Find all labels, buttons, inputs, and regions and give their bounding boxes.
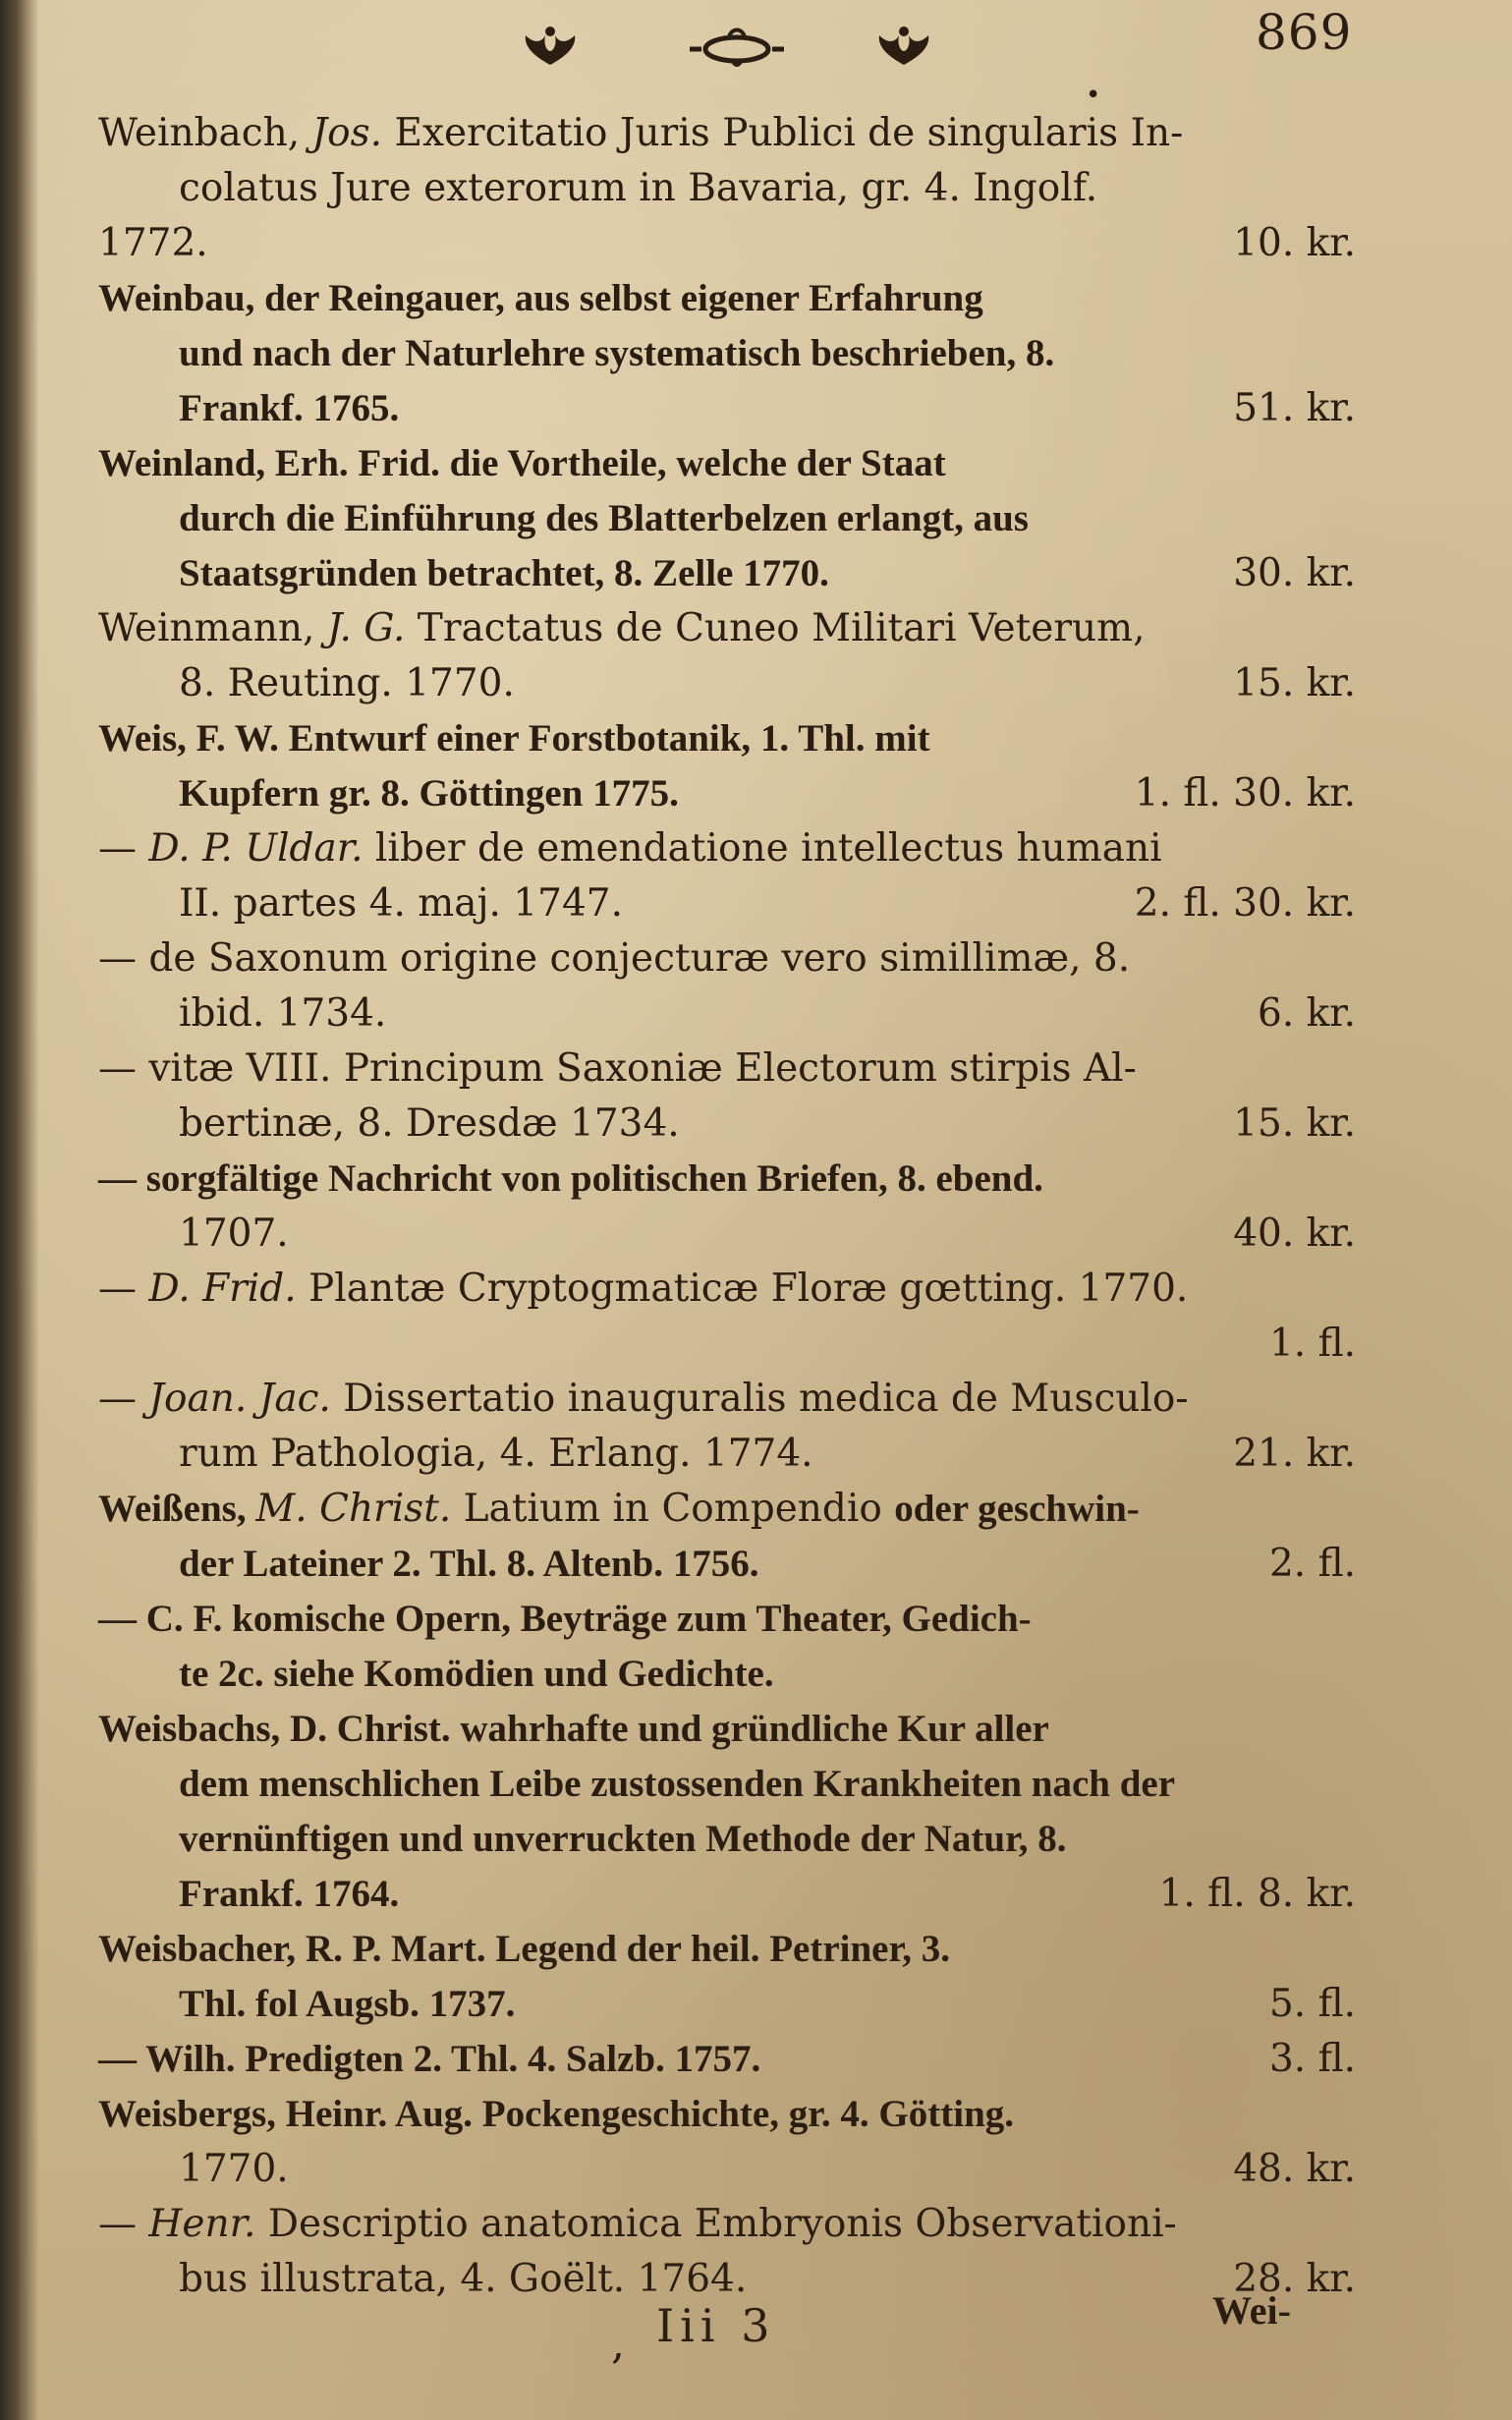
entry-line — [98, 161, 1356, 216]
bibliography-entry — [98, 821, 1356, 931]
ink-mark: • — [1086, 81, 1101, 110]
entry-text: Weinbach, — [98, 111, 312, 155]
entry-line — [98, 2087, 1356, 2142]
entry-text: — sorgfältige Nachricht von politischen Briefen, 8. ebend. — [98, 1157, 1043, 1200]
entry-line — [98, 1977, 1356, 2032]
bibliography-entry — [98, 711, 1356, 821]
entry-text: Weinbau, der Reingauer, aus selbst eigener Erfahrung — [98, 277, 983, 319]
entry-text: Weinmann, — [98, 606, 327, 650]
entry-line — [98, 216, 1356, 271]
entry-text: bertinæ, 8. Dresdæ 1734. — [179, 1101, 680, 1146]
entry-text: rum Pathologia, 4. Erlang. 1774. — [179, 1432, 813, 1476]
price-label: 3. fl. — [1268, 2037, 1356, 2081]
bibliography-entries — [98, 106, 1356, 2307]
entry-text: der Lateiner 2. Thl. 8. Altenb. 1756. — [179, 1543, 759, 1585]
author-name: Joan. Jac. — [148, 1377, 331, 1421]
entry-line — [98, 1812, 1356, 1867]
entry-line — [98, 601, 1356, 656]
entry-text: Plantæ Cryptogmaticæ Floræ gœtting. 1770. — [296, 1266, 1189, 1311]
price-label: 40. kr. — [1233, 1211, 1356, 1256]
entry-line — [98, 766, 1356, 821]
bibliography-entry — [98, 2032, 1356, 2087]
entry-text: colatus Jure exterorum in Bavaria, gr. 4. Ingolf. — [179, 166, 1098, 210]
entry-text: Weißens, — [98, 1488, 256, 1530]
entry-text: — vitæ VIII. Principum Saxoniæ Electorum stirpis Al- — [98, 1046, 1137, 1091]
entry-line — [98, 1427, 1356, 1482]
entry-line — [98, 986, 1356, 1041]
entry-text: Dissertatio inauguralis medica de Musculo- — [330, 1377, 1189, 1421]
entry-text: Exercitatio Juris Publici de singularis In- — [382, 111, 1184, 155]
entry-line — [98, 2197, 1356, 2252]
bibliography-entry — [98, 2197, 1356, 2307]
bibliography-entry — [98, 1152, 1356, 1262]
entry-line — [98, 1317, 1356, 1372]
author-name: Henr. — [148, 2202, 256, 2246]
entry-line — [98, 2032, 1356, 2087]
author-name: J. G. — [326, 606, 406, 650]
entry-line — [98, 1262, 1356, 1317]
entry-line — [98, 1537, 1356, 1592]
entry-text: ibid. 1734. — [179, 991, 387, 1036]
price-label: 6. kr. — [1258, 991, 1356, 1036]
entry-text: — Wilh. Predigten 2. Thl. 4. Salzb. 1757. — [98, 2038, 761, 2080]
price-label: 21. kr. — [1233, 1432, 1356, 1476]
entry-line — [98, 1867, 1356, 1922]
entry-line — [98, 2142, 1356, 2197]
entry-text: Frankf. 1765. — [179, 387, 400, 429]
price-label: 15. kr. — [1233, 1101, 1356, 1146]
bibliography-entry — [98, 436, 1356, 601]
entry-text: Weisbachs, D. Christ. wahrhafte und gründliche Kur aller — [98, 1708, 1049, 1750]
lamp-ornament-icon — [688, 22, 786, 71]
binding-shadow — [0, 0, 39, 2420]
entry-text: Descriptio anatomica Embryonis Observationi- — [255, 2202, 1177, 2246]
catchword: Wei- — [1212, 2288, 1291, 2333]
entry-text: — — [98, 2202, 149, 2246]
author-name: D. Frid. — [148, 1266, 297, 1311]
fleuron-ornament-icon — [869, 22, 938, 71]
price-label: 48. kr. — [1233, 2147, 1356, 2191]
entry-line — [98, 1647, 1356, 1702]
entry-text: bus illustrata, 4. Goëlt. 1764. — [179, 2257, 748, 2301]
bibliography-entry — [98, 1482, 1356, 1592]
author-name: M. Christ. — [255, 1487, 452, 1531]
entry-line — [98, 1152, 1356, 1207]
printer-signature: Iii 3 — [656, 2299, 776, 2352]
entry-text: Weisbergs, Heinr. Aug. Pockengeschichte, gr. 4. Götting. — [98, 2093, 1015, 2135]
entry-text: durch die Einführung des Blatterbelzen erlangt, aus — [179, 497, 1029, 539]
entry-line — [98, 1592, 1356, 1647]
entry-text: Tractatus de Cuneo Militari Veterum, — [405, 606, 1146, 650]
entry-text: oder geschwin- — [894, 1488, 1140, 1530]
price-label: 10. kr. — [1233, 221, 1356, 265]
fleuron-ornament-icon — [516, 22, 585, 71]
bibliography-entry — [98, 106, 1356, 271]
bibliography-entry — [98, 1702, 1356, 1922]
price-label: 28. kr. — [1233, 2257, 1356, 2301]
entry-line — [98, 1207, 1356, 1262]
entry-text: Kupfern gr. 8. Göttingen 1775. — [179, 772, 679, 815]
entry-line — [98, 1482, 1356, 1537]
entry-line — [98, 656, 1356, 711]
entry-text: 8. Reuting. 1770. — [179, 661, 515, 705]
entry-line — [98, 1922, 1356, 1977]
price-label: 15. kr. — [1233, 661, 1356, 705]
entry-line — [98, 1097, 1356, 1152]
entry-text: Staatsgründen betrachtet, 8. Zelle 1770. — [179, 552, 829, 594]
entry-text: 1770. — [179, 2147, 289, 2191]
author-name: Jos. — [311, 111, 383, 155]
bibliography-entry — [98, 1372, 1356, 1482]
entry-text: dem menschlichen Leibe zustossenden Krankheiten nach der — [179, 1763, 1176, 1805]
entry-line — [98, 106, 1356, 161]
bibliography-entry — [98, 271, 1356, 436]
entry-text: 1772. — [98, 221, 208, 265]
entry-line — [98, 326, 1356, 381]
ink-mark: , — [611, 2319, 625, 2369]
price-label: 5. fl. — [1268, 1982, 1356, 2026]
bibliography-entry — [98, 1922, 1356, 2032]
entry-line — [98, 1372, 1356, 1427]
entry-text: Latium in Compendio — [451, 1487, 895, 1531]
entry-line — [98, 381, 1356, 436]
price-label: 30. kr. — [1233, 551, 1356, 595]
price-label: 1. fl. 8. kr. — [1158, 1872, 1356, 1916]
bibliography-entry — [98, 1262, 1356, 1372]
entry-text: — — [98, 826, 149, 871]
entry-line — [98, 1757, 1356, 1812]
price-label: 1. fl. 30. kr. — [1134, 771, 1356, 816]
entry-text: II. partes 4. maj. 1747. — [179, 881, 624, 926]
author-name: D. P. Uldar. — [148, 826, 364, 871]
entry-text: und nach der Naturlehre systematisch beschrieben, 8. — [179, 332, 1055, 374]
entry-line — [98, 711, 1356, 766]
bibliography-entry — [98, 1041, 1356, 1152]
entry-text: vernünftigen und unverruckten Methode der Natur, 8. — [179, 1818, 1067, 1860]
entry-line — [98, 931, 1356, 986]
entry-text: Thl. fol Augsb. 1737. — [179, 1983, 516, 2025]
entry-text: Weinland, Erh. Frid. die Vortheile, welche der Staat — [98, 442, 946, 484]
price-label: 2. fl. 30. kr. — [1134, 881, 1356, 926]
entry-text: Weis, F. W. Entwurf einer Forstbotanik, 1. Thl. mit — [98, 717, 930, 760]
bibliography-entry — [98, 2087, 1356, 2197]
entry-text: — C. F. komische Opern, Beyträge zum Theater, Gedich- — [98, 1598, 1032, 1640]
entry-text: Weisbacher, R. P. Mart. Legend der heil. Petriner, 3. — [98, 1928, 950, 1970]
price-label: 1. fl. — [1268, 1322, 1356, 1366]
entry-text: — — [98, 1377, 149, 1421]
bibliography-entry — [98, 601, 1356, 711]
entry-text: Frankf. 1764. — [179, 1873, 400, 1915]
price-label: 2. fl. — [1268, 1542, 1356, 1586]
entry-line — [98, 821, 1356, 876]
entry-line — [98, 876, 1356, 931]
entry-line — [98, 271, 1356, 326]
entry-line — [98, 546, 1356, 601]
entry-text: 1707. — [179, 1211, 289, 1256]
entry-text: — — [98, 1266, 149, 1311]
bibliography-entry — [98, 931, 1356, 1041]
page-number: 869 — [1256, 4, 1353, 61]
entry-text: — de Saxonum origine conjecturæ vero simillimæ, 8. — [98, 936, 1131, 981]
entry-line — [98, 1041, 1356, 1097]
entry-text: te 2c. siehe Komödien und Gedichte. — [179, 1653, 774, 1695]
entry-line — [98, 436, 1356, 491]
entry-text: liber de emendatione intellectus humani — [363, 826, 1162, 871]
price-label: 51. kr. — [1233, 386, 1356, 430]
entry-line — [98, 1702, 1356, 1757]
entry-line — [98, 491, 1356, 546]
page-header — [0, 0, 1512, 110]
bibliography-entry — [98, 1592, 1356, 1702]
